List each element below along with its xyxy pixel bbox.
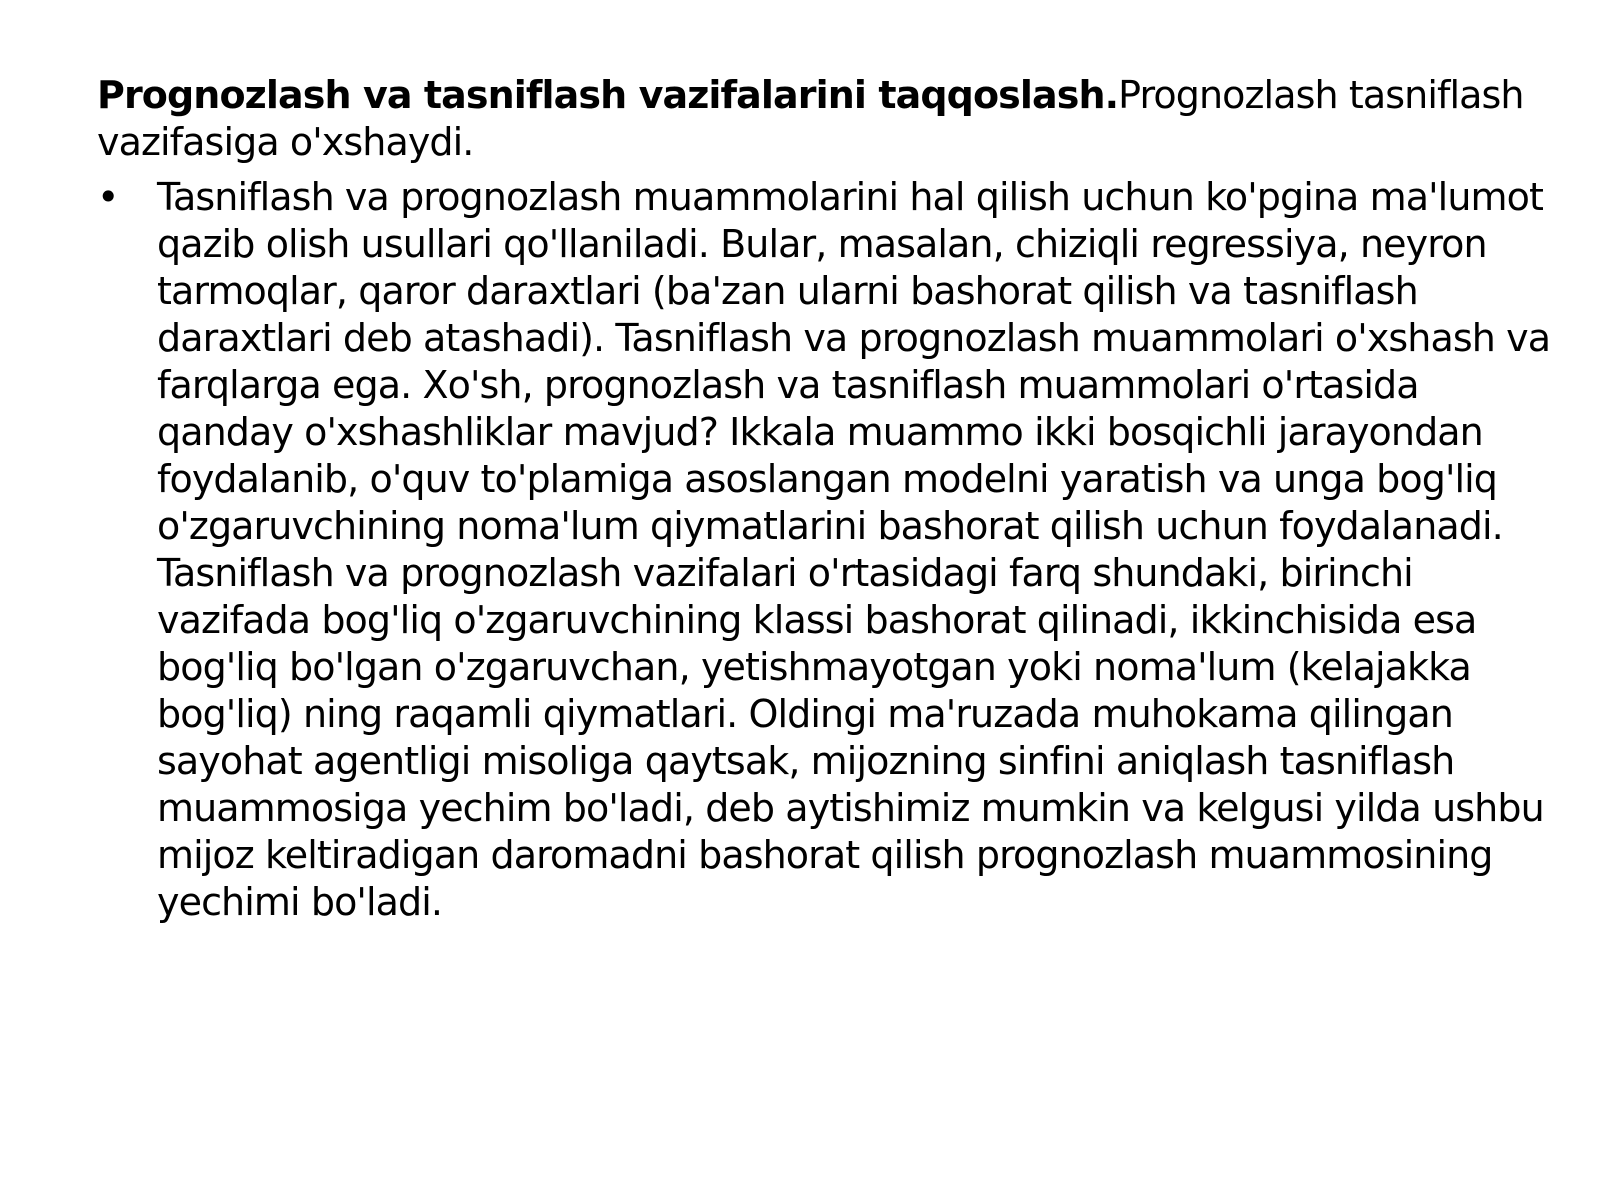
intro-text: Prognozlash tasniflash vazifasiga o'xshaydi. [97,73,1524,164]
slide-content [97,72,1557,926]
bullet-text: Tasniflash va prognozlash muammolarini hal qilish uchun ko'pgina ma'lumot qazib olish usullari qo'llaniladi. Bular, masalan, chiziqli regressiya, neyron tarmoqlar, qaror daraxtlari (ba'zan ularni bashorat qilish va tasniflash daraxtlari deb atashadi). Tasniflash va prognozlash muammolari o'xshash va farqlarga ega. Xo'sh, prognozlash va tasniflash muammolari o'rtasida qanday o'xshashliklar mavjud? Ikkala muammo ikki bosqichli jarayondan foydalanib, o'quv to'plamiga asoslangan modelni yaratish va unga bog'liq o'zgaruvchining noma'lum qiymatlarini bashorat qilish uchun foydalanadi. Tasniflash va prognozlash vazifalari o'rtasidagi farq shundaki, birinchi vazifada bog'liq o'zgaruvchining klassi bashorat qilinadi, ikkinchisida esa bog'liq bo'lgan o'zgaruvchan, yetishmayotgan yoki noma'lum (kelajakka bog'liq) ning raqamli qiymatlari. Oldingi ma'ruzada muhokama qilingan sayohat agentligi misoliga qaytsak, mijozning sinfini aniqlash tasniflash muammosiga yechim bo'ladi, deb aytishimiz mumkin va kelgusi yilda ushbu mijoz keltiradigan daromadni bashorat qilish prognozlash muammosining yechimi bo'ladi. [157,175,1551,924]
bullet-marker: • [97,175,119,219]
intro-paragraph [97,72,1557,166]
intro-lead-bold: Prognozlash va tasniflash vazifalarini taqqoslash. [97,73,1119,117]
bullet-list [97,174,1557,926]
bullet-item [97,174,1557,926]
